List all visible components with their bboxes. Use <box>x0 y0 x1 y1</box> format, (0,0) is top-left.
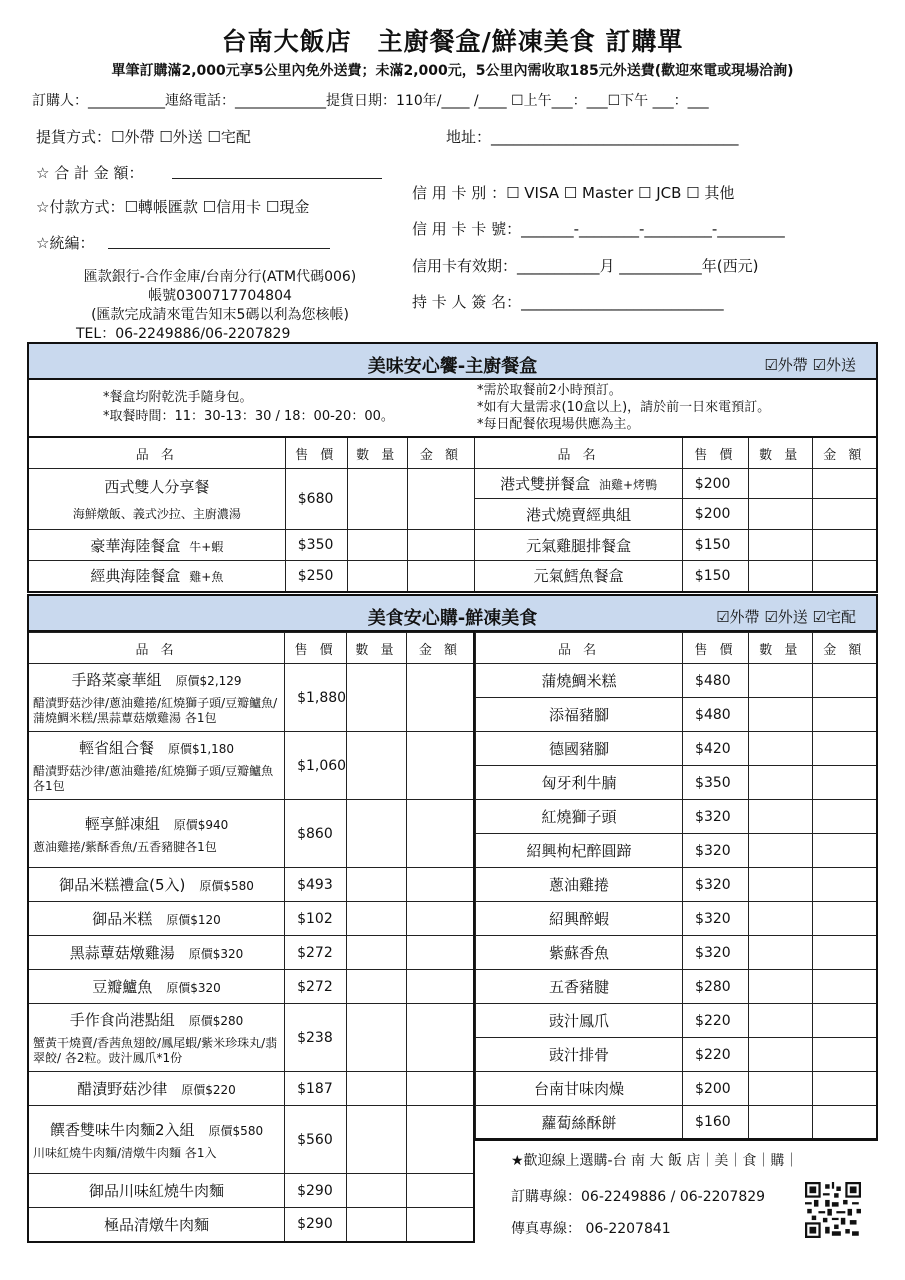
amount-cell[interactable] <box>407 469 475 530</box>
qty-cell[interactable] <box>347 530 407 561</box>
table-row <box>476 732 878 766</box>
qty-cell[interactable] <box>347 1072 407 1106</box>
col-name: 品 名 <box>28 437 285 469</box>
col-price: 售 價 <box>285 633 347 664</box>
amount-cell[interactable] <box>406 664 474 732</box>
item-price: $102 <box>285 902 347 936</box>
qty-cell[interactable] <box>748 530 812 561</box>
table-row <box>28 732 474 800</box>
item-name-cell <box>28 1106 285 1174</box>
item-name: 紅燒獅子頭 <box>476 800 683 834</box>
orderer-line: 訂購人：___________連絡電話：_____________提貨日期：110年/____ /____ ☐上午___：___☐下午 ___：___ <box>32 93 709 109</box>
bank-tel: TEL：06-2249886/06-2207829 <box>76 326 291 342</box>
amount-cell[interactable] <box>406 1072 474 1106</box>
amount-cell[interactable] <box>812 499 877 530</box>
amount-cell[interactable] <box>812 1038 877 1072</box>
amount-cell[interactable] <box>407 530 475 561</box>
qty-cell[interactable] <box>748 868 812 902</box>
qty-cell[interactable] <box>347 1174 407 1208</box>
item-name-cell <box>28 1004 285 1072</box>
amount-cell[interactable] <box>812 970 877 1004</box>
qty-cell[interactable] <box>748 499 812 530</box>
meal-box-section <box>27 342 878 593</box>
col-name: 品 名 <box>28 633 285 664</box>
qty-cell[interactable] <box>347 1106 407 1174</box>
qty-cell[interactable] <box>748 834 812 868</box>
item-name: 蒲燒鯛米糕 <box>476 664 683 698</box>
item-name: 匈牙利牛腩 <box>476 766 683 800</box>
item-price: $320 <box>683 800 749 834</box>
meal-box-title: 美味安心饗-主廚餐盒 <box>367 356 538 377</box>
qty-cell[interactable] <box>748 766 812 800</box>
qty-cell[interactable] <box>347 561 407 592</box>
item-price: $272 <box>285 970 347 1004</box>
table-row <box>28 1208 474 1242</box>
note-right-1: *需於取餐前2小時預訂。 <box>477 383 622 398</box>
frozen-left-table <box>27 632 475 1243</box>
table-row <box>476 766 878 800</box>
amount-cell[interactable] <box>406 1208 474 1242</box>
col-price: 售 價 <box>683 633 749 664</box>
table-row <box>476 902 878 936</box>
table-row <box>28 664 474 732</box>
amount-cell[interactable] <box>812 936 877 970</box>
item-price: $200 <box>683 1072 749 1106</box>
item-price: $272 <box>285 936 347 970</box>
frozen-options: ☑外帶 ☑外送 ☑宅配 <box>716 608 856 626</box>
item-price: $187 <box>285 1072 347 1106</box>
item-name: 蔥油雞捲 <box>476 868 683 902</box>
meal-box-options: ☑外帶 ☑外送 <box>764 356 856 374</box>
amount-cell[interactable] <box>812 1106 877 1140</box>
item-name: 台南甘味肉燥 <box>476 1072 683 1106</box>
amount-cell[interactable] <box>812 1004 877 1038</box>
order-hotline: 訂購專線：06-2249886 / 06-2207829 <box>511 1189 766 1205</box>
bank-info: 匯款銀行-合作金庫/台南分行(ATM代碼006) <box>83 269 357 285</box>
col-name: 品 名 <box>475 437 682 469</box>
item-name: 紹興枸杞醉圓蹄 <box>476 834 683 868</box>
table-row <box>28 1004 474 1072</box>
item-name: 紹興醉蝦 <box>476 902 683 936</box>
welcome-line: ★歡迎線上選購-台 南 大 飯 店｜美｜食｜購｜ <box>511 1153 799 1169</box>
original-price: 原價$580 <box>199 879 254 893</box>
qty-cell[interactable] <box>748 698 812 732</box>
col-price: 售 價 <box>682 437 748 469</box>
table-row: 豪華海陸餐盒 牛+蝦 <box>28 530 285 561</box>
table-row <box>28 970 474 1004</box>
item-name: 御品米糕禮盒(5入) <box>59 876 186 894</box>
item-price: $200 <box>682 469 748 499</box>
item-price: $350 <box>285 530 347 561</box>
table-row <box>476 1106 878 1140</box>
item-name: 醋漬野菇沙律 <box>77 1080 168 1098</box>
total-amount-label: ☆ 合 計 金 額： <box>36 164 144 182</box>
qty-cell[interactable] <box>748 1072 812 1106</box>
col-amount: 金 額 <box>812 437 877 469</box>
qty-cell[interactable] <box>748 970 812 1004</box>
item-name: 極品清燉牛肉麵 <box>104 1215 210 1234</box>
item-price: $1,880 <box>285 664 347 732</box>
qty-cell[interactable] <box>347 1208 407 1242</box>
item-price: $150 <box>682 561 748 592</box>
meal-box-table <box>27 436 878 593</box>
amount-cell[interactable] <box>812 902 877 936</box>
table-row <box>28 902 474 936</box>
item-name: 五香豬腱 <box>476 970 683 1004</box>
total-amount-line <box>172 178 382 179</box>
item-price: $350 <box>683 766 749 800</box>
card-holder-signature: 持 卡 人 簽 名：___________________________ <box>412 293 724 311</box>
amount-cell[interactable] <box>812 1072 877 1106</box>
table-row <box>28 1072 474 1106</box>
col-amount: 金 額 <box>812 633 877 664</box>
qty-cell[interactable] <box>748 1106 812 1140</box>
amount-cell[interactable] <box>812 766 877 800</box>
table-row: 西式雙人分享餐 海鮮燉飯、義式沙拉、主廚濃湯 <box>28 469 285 530</box>
item-name: 豉汁排骨 <box>476 1038 683 1072</box>
original-price: 原價$220 <box>181 1083 236 1097</box>
qty-cell[interactable] <box>347 902 407 936</box>
item-name-cell <box>28 902 285 936</box>
item-name: 輕享鮮凍組 <box>84 814 160 833</box>
item-price: $150 <box>682 530 748 561</box>
qty-cell[interactable] <box>347 868 407 902</box>
original-price: 原價$2,129 <box>175 674 242 688</box>
amount-cell[interactable] <box>812 800 877 834</box>
qty-cell[interactable] <box>748 732 812 766</box>
page-title: 台南大飯店 主廚餐盒/鮮凍美食 訂購單 <box>221 27 684 56</box>
item-price: $420 <box>683 732 749 766</box>
item-price: $238 <box>285 1004 347 1072</box>
item-name: 手作食尚港點組 <box>69 1011 175 1029</box>
original-price: 原價$320 <box>166 981 221 995</box>
item-name: 御品川味紅燒牛肉麵 <box>89 1182 225 1200</box>
col-amount: 金 額 <box>407 437 475 469</box>
note-right-3: *每日配餐依現場供應為主。 <box>477 417 640 432</box>
table-row <box>28 1174 474 1208</box>
amount-cell[interactable] <box>812 732 877 766</box>
item-name: 御品米糕 <box>92 910 153 928</box>
item-description: 川味紅燒牛肉麵/清燉牛肉麵 各1入 <box>33 1145 217 1160</box>
item-name-cell <box>28 1072 285 1106</box>
table-row <box>476 970 878 1004</box>
item-price: $290 <box>285 1208 347 1242</box>
item-price: $160 <box>683 1106 749 1140</box>
qty-cell[interactable] <box>748 800 812 834</box>
table-row <box>476 664 878 698</box>
table-row: 經典海陸餐盒 雞+魚 <box>28 561 285 592</box>
frozen-right-table <box>475 632 878 1141</box>
amount-cell[interactable] <box>812 561 877 592</box>
qty-cell[interactable] <box>748 1004 812 1038</box>
item-name-cell <box>28 664 285 732</box>
item-name: 饌香雙味牛肉麵2入組 <box>50 1120 195 1139</box>
item-price: $480 <box>683 664 749 698</box>
qty-cell[interactable] <box>347 936 407 970</box>
amount-cell[interactable] <box>406 1106 474 1174</box>
table-row <box>476 698 878 732</box>
item-name: 豉汁鳳爪 <box>476 1004 683 1038</box>
amount-cell[interactable] <box>406 970 474 1004</box>
item-price: $860 <box>285 800 347 868</box>
note-right-2: *如有大量需求(10盒以上)，請於前一日來電預訂。 <box>477 400 771 415</box>
col-price: 售 價 <box>285 437 347 469</box>
table-row <box>476 800 878 834</box>
amount-cell[interactable] <box>812 530 877 561</box>
pickup-method: 提貨方式：☐外帶 ☐外送 ☐宅配 <box>36 128 251 146</box>
qty-cell[interactable] <box>347 970 407 1004</box>
amount-cell[interactable] <box>406 936 474 970</box>
item-price: $320 <box>683 936 749 970</box>
delivery-notice: 單筆訂購滿2,000元享5公里內免外送費；未滿2,000元，5公里內需收取185元外送費(歡迎來電或現場洽詢) <box>111 63 794 79</box>
qty-cell[interactable] <box>748 936 812 970</box>
item-price: $220 <box>683 1004 749 1038</box>
item-name-cell <box>28 800 285 868</box>
qr-code-icon[interactable] <box>805 1182 861 1238</box>
item-name: 添福豬腳 <box>476 698 683 732</box>
item-price: $280 <box>683 970 749 1004</box>
item-name-cell <box>28 936 285 970</box>
table-row <box>28 800 474 868</box>
item-name: 豆瓣鱸魚 <box>92 978 153 996</box>
payment-method: ☆付款方式：☐轉帳匯款 ☐信用卡 ☐現金 <box>36 198 310 216</box>
card-number: 信 用 卡 卡 號：_______-________-_________-_________ <box>412 220 785 238</box>
item-price: $200 <box>682 499 748 530</box>
col-name: 品 名 <box>476 633 683 664</box>
table-row: 港式雙拼餐盒 油雞+烤鴨 <box>475 469 682 499</box>
item-price: $220 <box>683 1038 749 1072</box>
table-row <box>28 1106 474 1174</box>
table-row <box>476 1004 878 1038</box>
item-description: 醋漬野菇沙律/蔥油雞捲/紅燒獅子頭/豆瓣鱸魚/蒲燒鯛米糕/黑蒜蕈菇燉雞湯 各1包 <box>33 696 278 725</box>
item-name-cell <box>28 868 285 902</box>
original-price: 原價$1,180 <box>168 742 235 756</box>
item-name-cell <box>28 970 285 1004</box>
col-qty: 數 量 <box>347 633 407 664</box>
tax-id-line <box>108 248 330 249</box>
item-price: $320 <box>683 834 749 868</box>
card-type: 信 用 卡 別 ：☐ VISA ☐ Master ☐ JCB ☐ 其他 <box>412 184 735 202</box>
table-row: 港式燒賣經典組 <box>475 499 682 530</box>
table-row: 元氣鱈魚餐盒 <box>475 561 682 592</box>
item-name: 手路菜豪華組 <box>71 671 162 689</box>
item-price: $493 <box>285 868 347 902</box>
item-name-cell <box>28 1174 285 1208</box>
address-field: 地址：_________________________________ <box>446 128 739 146</box>
item-price: $560 <box>285 1106 347 1174</box>
qty-cell[interactable] <box>347 732 407 800</box>
amount-cell[interactable] <box>406 868 474 902</box>
original-price: 原價$280 <box>188 1014 244 1028</box>
qty-cell[interactable] <box>748 561 812 592</box>
item-name-cell <box>28 732 285 800</box>
item-price: $1,060 <box>285 732 347 800</box>
col-qty: 數 量 <box>347 437 407 469</box>
bank-account: 帳號0300717704804 <box>148 288 292 304</box>
col-qty: 數 量 <box>748 437 812 469</box>
fax-line: 傳真專線： 06-2207841 <box>511 1221 671 1237</box>
table-row <box>28 868 474 902</box>
qty-cell[interactable] <box>748 664 812 698</box>
item-price: $320 <box>683 902 749 936</box>
frozen-title: 美食安心購-鮮凍美食 <box>367 608 538 629</box>
frozen-section <box>27 594 878 632</box>
amount-cell[interactable] <box>812 834 877 868</box>
amount-cell[interactable] <box>406 800 474 868</box>
table-row <box>476 868 878 902</box>
item-description: 醋漬野菇沙律/蔥油雞捲/紅燒獅子頭/豆瓣鱸魚 各1包 <box>33 764 274 793</box>
item-name: 德國豬腳 <box>476 732 683 766</box>
table-row <box>476 1072 878 1106</box>
amount-cell[interactable] <box>406 1004 474 1072</box>
amount-cell[interactable] <box>406 1174 474 1208</box>
item-price: $290 <box>285 1174 347 1208</box>
qty-cell[interactable] <box>347 800 407 868</box>
card-expiry: 信用卡有效期：___________月 ___________年(西元) <box>412 257 759 275</box>
col-qty: 數 量 <box>748 633 812 664</box>
qty-cell[interactable] <box>748 902 812 936</box>
item-name: 蘿蔔絲酥餅 <box>476 1106 683 1140</box>
qty-cell[interactable] <box>347 664 407 732</box>
amount-cell[interactable] <box>406 732 474 800</box>
original-price: 原價$320 <box>188 947 244 961</box>
table-row: 元氣雞腿排餐盒 <box>475 530 682 561</box>
table-row <box>476 936 878 970</box>
item-name-cell <box>28 1208 285 1242</box>
item-price: $250 <box>285 561 347 592</box>
note-left-1: *餐盒均附乾洗手隨身包。 <box>103 390 253 405</box>
item-price: $480 <box>683 698 749 732</box>
table-row <box>476 1038 878 1072</box>
item-name: 紫蘇香魚 <box>476 936 683 970</box>
bank-note: (匯款完成請來電告知末5碼以利為您核帳) <box>91 307 349 323</box>
item-description: 蔥油雞捲/紫酥香魚/五香豬腱各1包 <box>33 839 217 854</box>
qty-cell[interactable] <box>748 469 812 499</box>
table-row <box>476 834 878 868</box>
item-price: $320 <box>683 868 749 902</box>
amount-cell[interactable] <box>812 698 877 732</box>
tax-id-label: ☆統編： <box>36 234 95 252</box>
col-amount: 金 額 <box>406 633 474 664</box>
amount-cell[interactable] <box>407 561 475 592</box>
qty-cell[interactable] <box>748 1038 812 1072</box>
amount-cell[interactable] <box>406 902 474 936</box>
table-row <box>28 936 474 970</box>
amount-cell[interactable] <box>812 664 877 698</box>
footer-box <box>475 1138 878 1244</box>
original-price: 原價$580 <box>208 1123 264 1138</box>
item-description: 蟹黃干燒賣/香茜魚翅餃/鳳尾蝦/紫米珍珠丸/翡翠餃/ 各2粒。豉汁鳳爪*1份 <box>33 1036 278 1065</box>
note-left-2: *取餐時間：11：30-13：30 / 18：00-20：00。 <box>103 409 394 424</box>
item-name: 輕省組合餐 <box>79 739 155 757</box>
amount-cell[interactable] <box>812 868 877 902</box>
qty-cell[interactable] <box>347 1004 407 1072</box>
original-price: 原價$940 <box>173 817 229 832</box>
item-price: $680 <box>285 469 347 530</box>
item-name: 黑蒜蕈菇燉雞湯 <box>69 944 175 962</box>
qty-cell[interactable] <box>347 469 407 530</box>
amount-cell[interactable] <box>812 469 877 499</box>
original-price: 原價$120 <box>166 913 221 927</box>
